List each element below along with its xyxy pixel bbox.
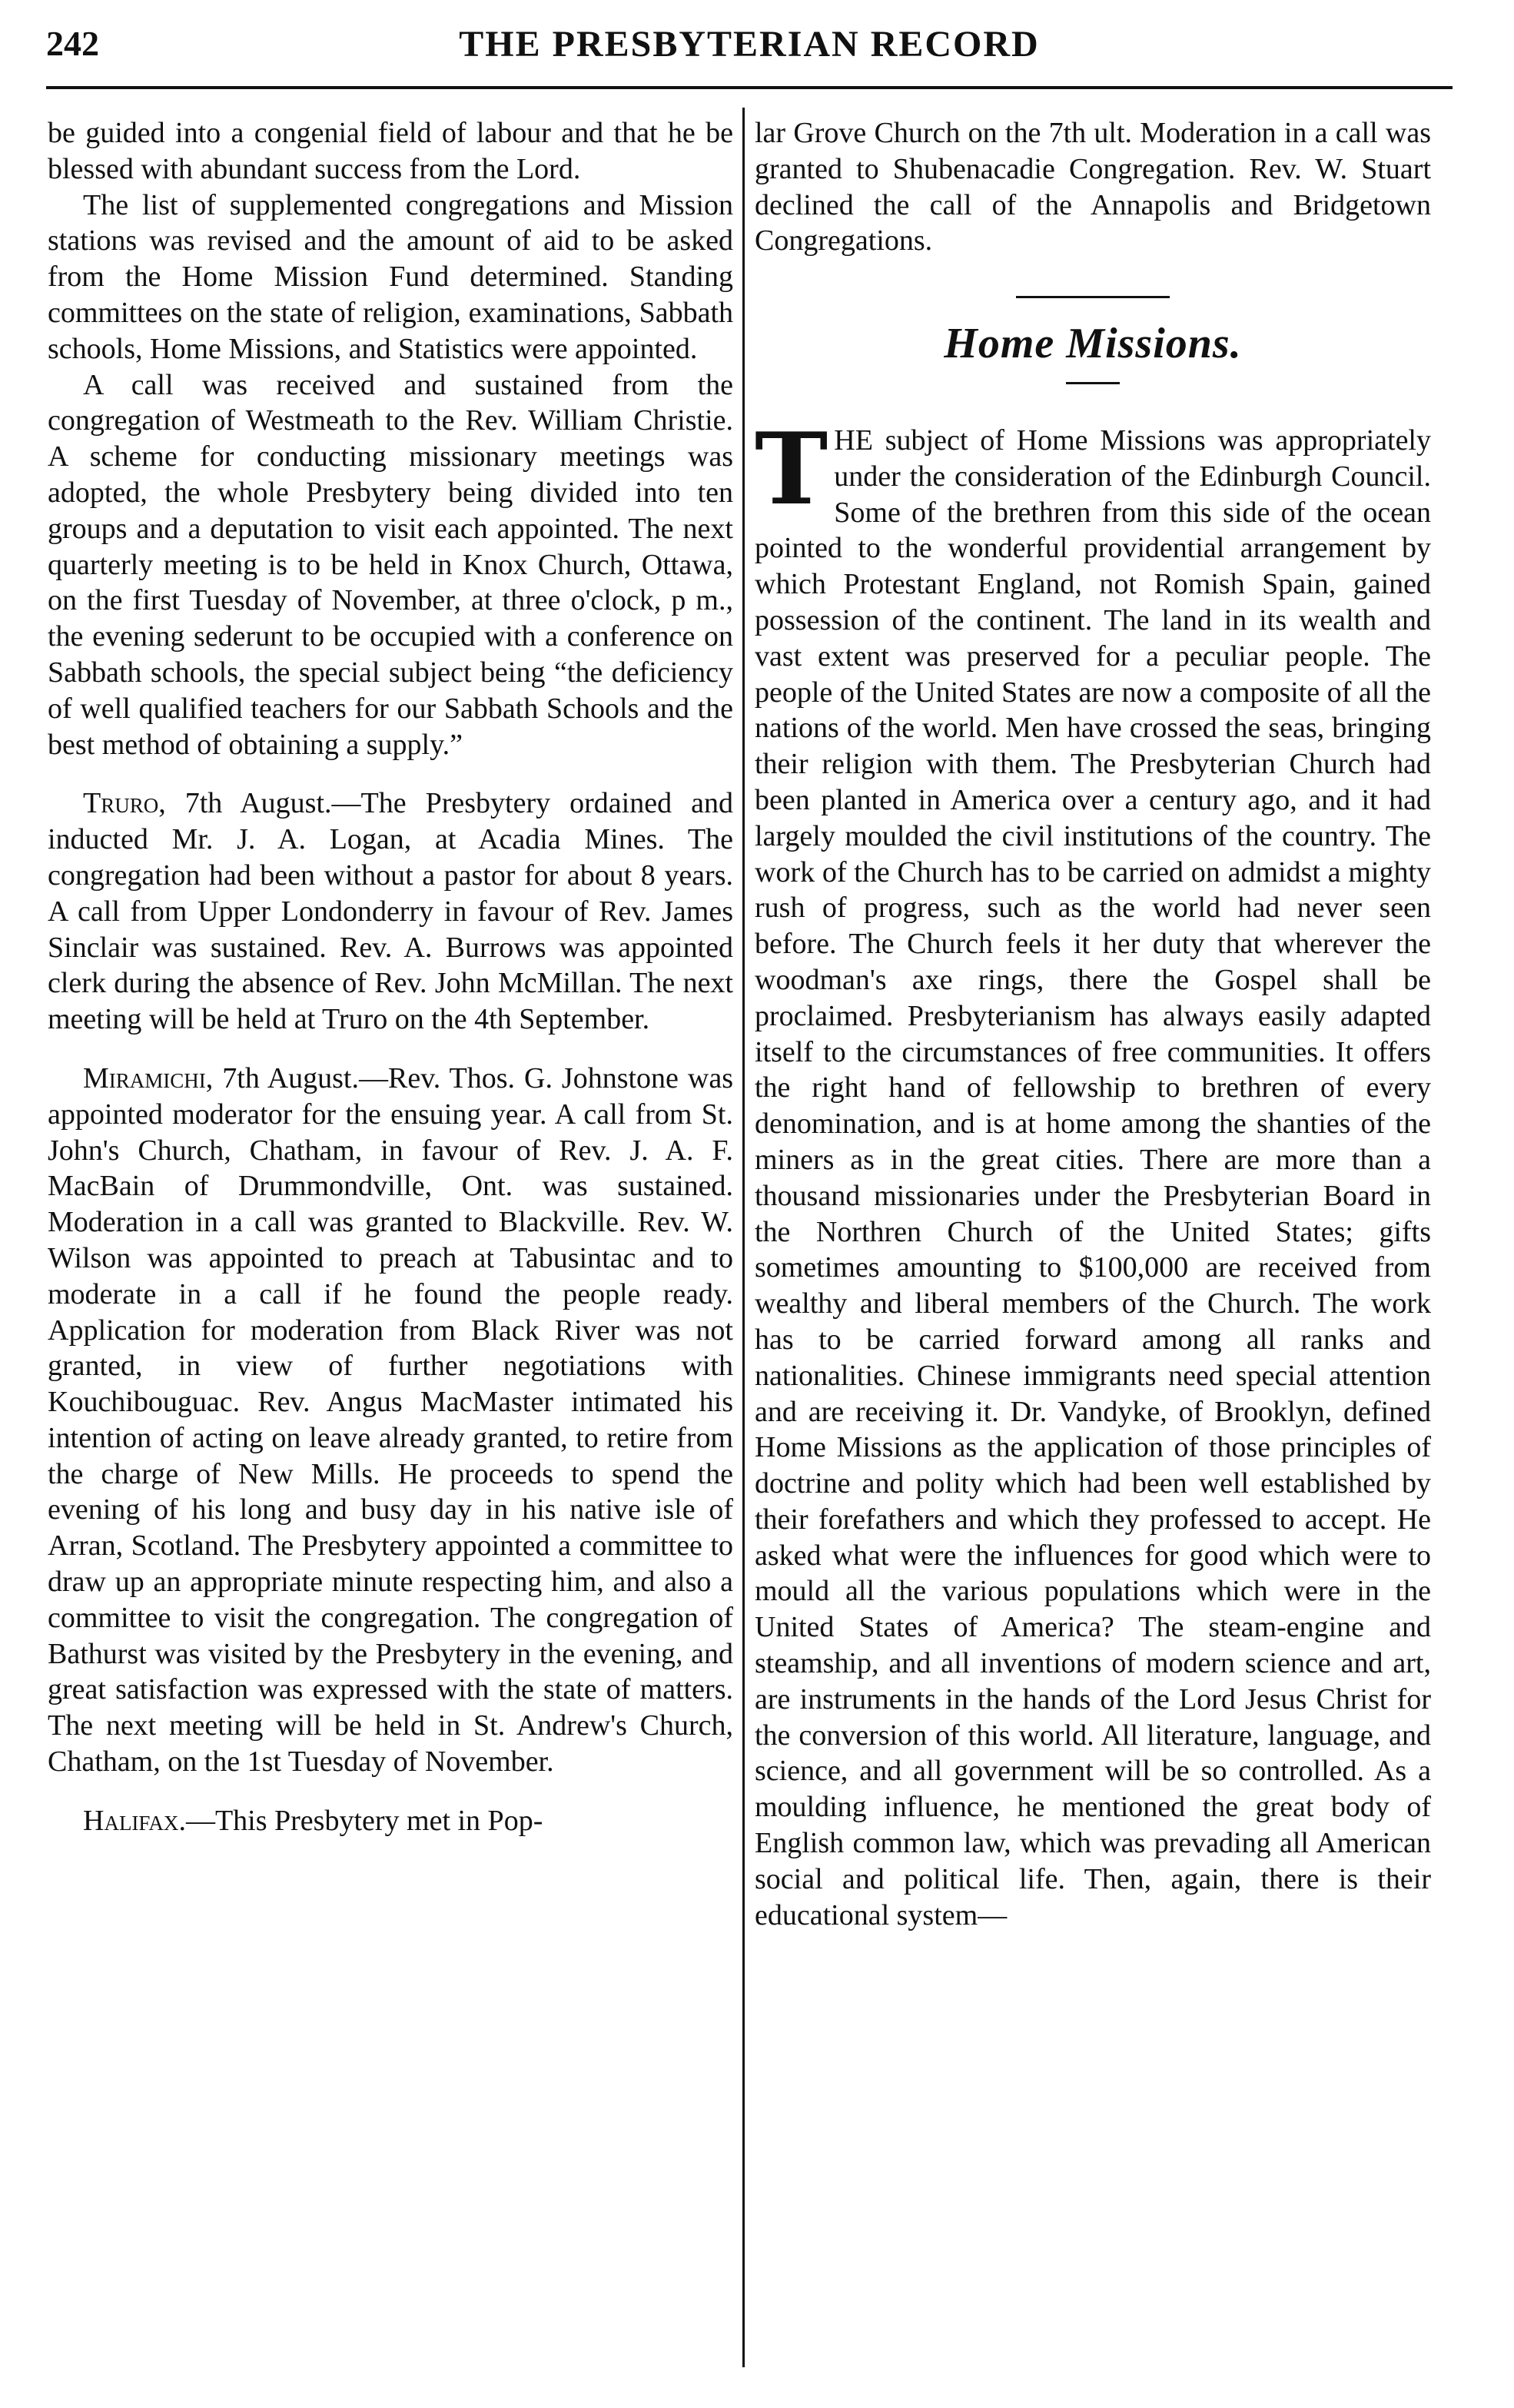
paragraph-miramichi bbox=[48, 1061, 733, 1780]
column-divider bbox=[742, 108, 745, 2367]
paragraph-supplemented-congregations: The list of supplemented congregations and Mission stations was revised and the amount of aid to be asked from the Home Mission Fund determined. Standing committees on the state of religion, examinations, Sabbath schools, Home Missions, and Statistics were appointed. bbox=[48, 188, 733, 365]
miramichi-heading: Miramichi bbox=[83, 1061, 206, 1094]
paragraph-truro bbox=[48, 786, 733, 1038]
truro-heading: Truro bbox=[83, 787, 159, 820]
paragraph-continuation: be guided into a congenial field of labour and that he be blessed with abundant success from the Lord. bbox=[48, 117, 733, 185]
right-column bbox=[755, 115, 1431, 1933]
paragraph-westmeath-call: A call was received and sustained from the congregation of Westmeath to the Rev. William Christie. A scheme for conducting missionary meetings was adopted, the whole Presbytery being divided into ten groups and a deputation to visit each appointed. The next quarterly meeting is to be held in Knox Church, Ottawa, on the first Tuesday of November, at three o'clock, p m., the evening sederunt to be occupied with a conference on Sabbath schools, the special subject being “the deficiency of well qualified teachers for our Sabbath Schools and the best method of obtaining a supply.” bbox=[48, 368, 733, 761]
paragraph-halifax-continued: lar Grove Church on the 7th ult. Moderation in a call was granted to Shubenacadie Congregation. Rev. W. Stuart declined the call of the Annapolis and Bridgetown Congregations. bbox=[755, 117, 1431, 257]
paragraph-home-missions bbox=[755, 411, 1431, 1933]
section-heading-home-missions: Home Missions. bbox=[944, 320, 1242, 368]
home-missions-text: HE subject of Home Missions was appropriately under the consideration of the Edinburgh Council. Some of the brethren from this side of the ocean pointed to the wonderful providential arrangement by which Protestant England, not Romish Spain, gained possession of the continent. The land in its wealth and vast extent was preserved for a peculiar people. The people of the United States are now a composite of all the nations of the world. Men have crossed the seas, bringing their religion with them. The Presbyterian Church had been planted in America over a century ago, and it had largely moulded the civil institutions of the country. The work of the Church has to be carried on admidst a mighty rush of progress, such as the world had never seen before. The Church feels it her duty that wherever the woodman's axe rings, there the Gospel shall be proclaimed. Presbyterianism has always easily adapted itself to the circumstances of free communities. It offers the right hand of fellowship to brethren of every denomination, and is at home among the shanties of the miners as in the great cities. There are more than a thousand missionaries under the Presbyterian Board in the Northren Church of the United States; gifts sometimes amounting to $100,000 are received from wealthy and liberal members of the Church. The work has to be carried forward among all ranks and nationalities. Chinese immigrants need special attention and are receiving it. Dr. Vandyke, of Brooklyn, defined Home Missions as the application of those principles of doctrine and polity which had been well established by their forefathers and which they professed to accept. He asked what were the influences for good which were to mould all the various populations which were in the United States of America? The steam-engine and steamship, and all inventions of modern science and art, are instruments in the hands of the Lord Jesus Christ for the conversion of this world. All literature, language, and science, and all government will be so controlled. As a moulding influence, he mentioned the great body of English common law, which was prevading all American social and political life. Then, again, there is their educational system— bbox=[755, 423, 1431, 1931]
header-rule bbox=[46, 86, 1453, 89]
heading-underline bbox=[1066, 382, 1120, 384]
truro-text: , 7th August.—The Presbytery ordained and inducted Mr. J. A. Logan, at Acadia Mines. The congregation had been without a pastor for about 8 years. A call from Upper Londonderry in favour of Rev. James Sinclair was sustained. Rev. A. Burrows was appointed clerk during the absence of Rev. John McMillan. The next meeting will be held at Truro on the 4th September. bbox=[48, 787, 733, 1036]
paragraph-halifax bbox=[48, 1803, 733, 1839]
section-divider bbox=[1016, 296, 1170, 298]
halifax-heading: Halifax bbox=[83, 1804, 179, 1837]
page-number: 242 bbox=[46, 24, 99, 63]
miramichi-text: , 7th August.—Rev. Thos. G. Johnstone was appointed moderator for the ensuing year. A call from St. John's Church, Chatham, in favour of Rev. J. A. F. MacBain of Drummondville, Ont. was sustained. Moderation in a call was granted to Blackville. Rev. W. Wilson was appointed to preach at Tabusintac and to moderate in a call if he found the people ready. Application for moderation from Black River was not granted, in view of further negotiations with Kouchibouguac. Rev. Angus MacMaster intimated his intention of acting on leave already granted, to retire from the charge of New Mills. He proceeds to spend the evening of his long and busy day in his native isle of Arran, Scotland. The Presbytery appointed a committee to draw up an appropriate minute respecting him, and also a committee to visit the congregation. The congregation of Bathurst was visited by the Presbytery in the evening, and great satisfaction was expressed with the state of matters. The next meeting will be held in St. Andrew's Church, Chatham, on the 1st Tuesday of November. bbox=[48, 1061, 733, 1779]
left-column bbox=[48, 115, 733, 1839]
drop-cap: T bbox=[755, 411, 828, 527]
halifax-text: .—This Presbytery met in Pop- bbox=[178, 1804, 543, 1837]
page-header bbox=[46, 23, 1453, 69]
journal-title: THE PRESBYTERIAN RECORD bbox=[459, 24, 1040, 65]
